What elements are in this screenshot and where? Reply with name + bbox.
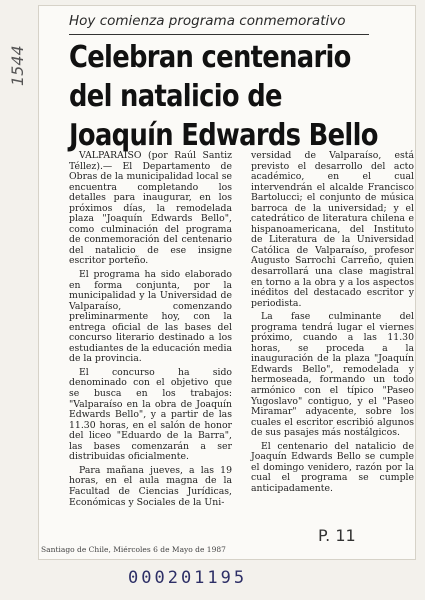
handwritten-page-number: P. 11	[318, 526, 356, 545]
handwritten-archive-number: 1544	[8, 45, 27, 86]
paragraph: El centenario del natalicio de Joaquín Edwards Bello se cumple el domingo venidero, razón por la cual el programa se cumple anticipadamente.	[251, 440, 414, 494]
paragraph: La fase culminante del programa tendrá lugar el viernes próximo, cuando a las 11.30 horas, se proceda a la inauguración de la plaza "Joaquín Edwards Bello", remodelada y hermoseada, formando un todo armónico con el típico "Paseo Yugoslavo" contiguo, y el "Paseo Miramar" adyacente, sobre los cuales el escritor escribió algunos de sus pasajes más nostálgicos.	[251, 311, 414, 439]
kicker-rule	[69, 34, 369, 35]
headline	[69, 38, 378, 155]
article-column-left	[69, 151, 232, 511]
archive-stamp-number: 000201195	[128, 568, 248, 588]
paragraph: El programa ha sido elaborado en forma conjunta, por la municipalidad y la Universidad de Valparaíso, comenzando preliminarmente hoy, con la entrega oficial de las bases del concurso literario destinado a los estudiantes de la educación media de la provincia.	[69, 269, 232, 365]
paragraph: El concurso ha sido denominado con el objetivo que se busca en los trabajos: "Valparaíso en la obra de Joaquín Edwards Bello", y a partir de las 11.30 horas, en el salón de honor del liceo "Eduardo de la Barra", las bases comenzarán a ser distribuidas oficialmente.	[69, 366, 232, 463]
headline-line-2: del natalicio de	[69, 79, 282, 114]
kicker-line: Hoy comienza programa conmemorativo	[69, 13, 346, 29]
headline-line-1: Celebran centenario	[69, 40, 351, 75]
paragraph: VALPARAISO (por Raúl Santiz Téllez).— El Departamento de Obras de la municipalidad local se encuentra completando los detalles para inaugurar, en los próximos días, la remodelada plaza "Joaquín Edwards Bello", como culminación del programa de conmemoración del centenario del natalicio de ese insigne escritor porteño.	[69, 150, 232, 267]
paragraph: versidad de Valparaíso, está previsto el desarrollo del acto académico, en el cual intervendrán el alcalde Francisco Bartolucci; el conjunto de música barroca de la universidad; y el catedrático de literatura chilena e hispanoamericana, del Instituto de Literatura de la Universidad Católica de Valparaíso, profesor Augusto Sarrochi Carreño, quien desarrollará una clase magistral en torno a la obra y a los aspectos inéditos del destacado escritor y periodista.	[251, 150, 414, 309]
newspaper-clipping	[38, 5, 416, 560]
paragraph: Para mañana jueves, a las 19 horas, en el aula magna de la Facultad de Ciencias Jurídicas, Económicas y Sociales de la Uni-	[69, 464, 232, 508]
article-column-right	[251, 151, 414, 498]
headline-line-3: Joaquín Edwards Bello	[69, 118, 378, 153]
dateline: Santiago de Chile, Miércoles 6 de Mayo de 1987	[41, 545, 226, 554]
